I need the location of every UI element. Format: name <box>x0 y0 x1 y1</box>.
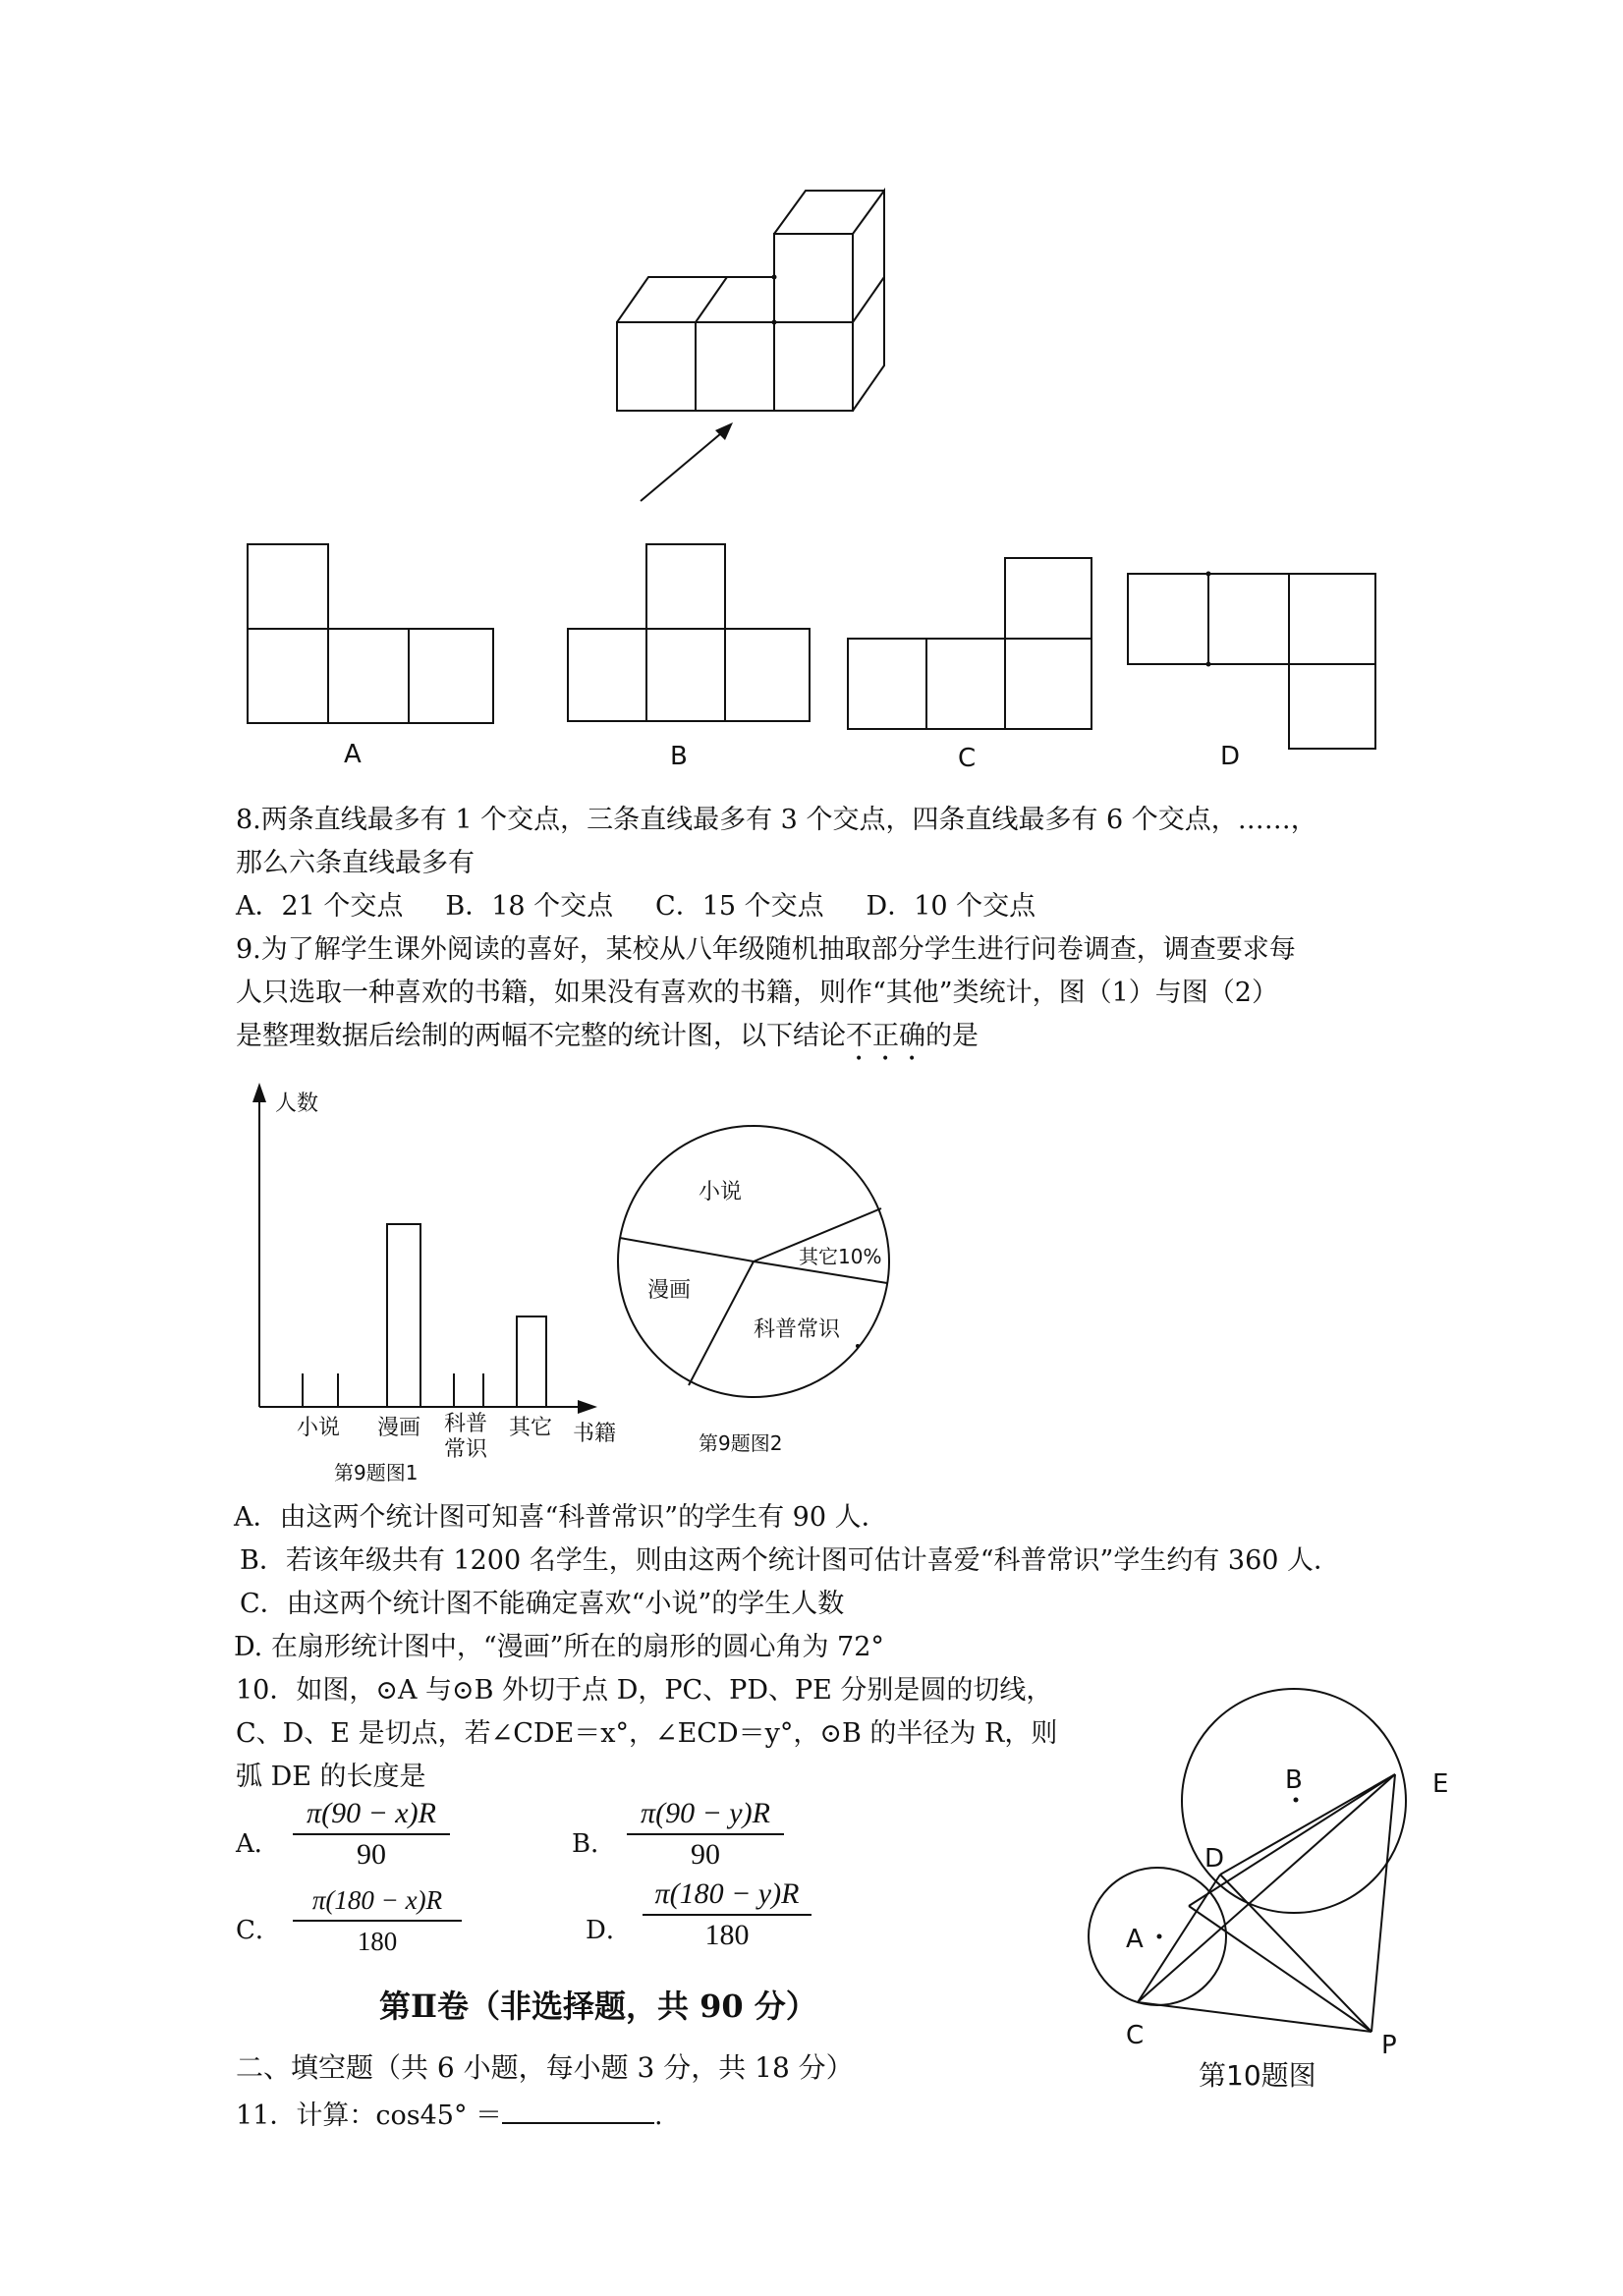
q10-option-a-fraction <box>293 1794 450 1875</box>
bar-cat-qita: 其它 <box>509 1416 553 1440</box>
q10-option-b-denominator: 90 <box>691 1838 720 1871</box>
pie-label-manhua: 漫画 <box>647 1278 692 1303</box>
q9-stem-line2: 人只选取一种喜欢的书籍，如果没有喜欢的书籍，则作“其他”类统计，图（1）与图（2） <box>236 978 1278 1008</box>
q9-option-c: C．由这两个统计图不能确定喜欢“小说”的学生人数 <box>240 1589 845 1619</box>
q7-label-b: B <box>670 742 688 771</box>
q7-option-b-figure <box>560 531 835 786</box>
q10-option-c-fraction <box>293 1880 462 1961</box>
q9-stem-line1: 9.为了解学生课外阅读的喜好，某校从八年级随机抽取部分学生进行问卷调查，调查要求每 <box>236 934 1296 965</box>
pie-chart-caption: 第9题图2 <box>699 1431 783 1455</box>
q11-line <box>236 2097 663 2133</box>
q10-option-b-fraction <box>627 1794 784 1875</box>
point-e-label: E <box>1432 1769 1449 1799</box>
bar-manhua <box>387 1224 420 1407</box>
q8-stem-line1: 8.两条直线最多有 1 个交点，三条直线最多有 3 个交点，四条直线最多有 6 个交点，……， <box>236 805 1317 835</box>
q9-stem3-pre: 是整理数据后绘制的两幅不完整的统计图，以下结论 <box>236 1021 846 1051</box>
q9-option-a: A．由这两个统计图可知喜“科普常识”的学生有 90 人． <box>234 1502 888 1533</box>
q11-answer-blank[interactable] <box>502 2097 654 2124</box>
q9-stem3-emphasis: 不正确 <box>846 1021 925 1051</box>
q9-pie-chart <box>604 1100 919 1464</box>
bar-cat-kepu-line1: 科普 <box>444 1412 488 1436</box>
q10-option-c-letter: C． <box>236 1916 281 1945</box>
q10-option-c-numerator: π(180 − x)R <box>293 1880 462 1922</box>
q10-option-a-numerator: π(90 − x)R <box>293 1794 450 1835</box>
bar-cat-manhua: 漫画 <box>377 1416 421 1440</box>
q11-text: 11．计算：cos45° ＝ <box>236 2100 503 2131</box>
pie-label-kepu: 科普常识 <box>754 1317 841 1342</box>
q7-option-c-figure <box>840 550 1115 786</box>
bar-qita <box>517 1316 546 1407</box>
q7-label-c: C <box>958 744 977 773</box>
part2-section-heading: 二、填空题（共 6 小题，每小题 3 分，共 18 分） <box>236 2051 854 2084</box>
q8-stem-line2: 那么六条直线最多有 <box>236 848 475 878</box>
q7-label-a: A <box>344 740 362 769</box>
q9-stem3-post: 的是 <box>925 1021 979 1051</box>
q11-period: . <box>654 2100 663 2131</box>
q9-bar-chart <box>236 1071 629 1493</box>
q8-options: A．21 个交点 B．18 个交点 C．15 个交点 D．10 个交点 <box>236 891 1036 922</box>
q10-option-a-letter: A． <box>236 1829 280 1859</box>
q7-solid-figure <box>589 177 923 511</box>
q9-stem-line3 <box>236 1020 979 1067</box>
q10-option-d-letter: D． <box>586 1916 632 1945</box>
point-b-label: B <box>1285 1765 1303 1795</box>
q7-option-a-figure <box>236 531 511 786</box>
q10-circles-figure <box>1071 1660 1483 2112</box>
q10-option-b-numerator: π(90 − y)R <box>627 1794 784 1835</box>
q10-figure-caption: 第10题图 <box>1199 2059 1316 2092</box>
bar-cat-kepu-line2: 常识 <box>444 1437 488 1462</box>
part2-title: 第Ⅱ卷（非选择题，共 90 分） <box>379 1988 817 2025</box>
q10-option-b-letter: B． <box>572 1829 617 1859</box>
bar-chart-caption: 第9题图1 <box>334 1461 419 1484</box>
point-d-label: D <box>1204 1844 1225 1874</box>
point-p-label: P <box>1381 2031 1397 2060</box>
pie-label-qita: 其它10% <box>799 1245 882 1268</box>
q10-option-d-fraction <box>643 1875 812 1955</box>
bar-chart-ylabel: 人数 <box>275 1092 319 1116</box>
q7-option-d-figure <box>1120 560 1395 786</box>
q10-option-c-denominator: 180 <box>357 1927 398 1956</box>
bar-chart-xlabel: 书籍 <box>573 1422 617 1446</box>
q10-option-d-denominator: 180 <box>704 1919 750 1951</box>
pie-label-xiaoshuo: 小说 <box>699 1180 743 1204</box>
point-c-label: C <box>1126 2021 1145 2050</box>
q10-option-d-numerator: π(180 − y)R <box>643 1875 812 1916</box>
q9-option-d: D. 在扇形统计图中，“漫画”所在的扇形的圆心角为 72° <box>234 1632 884 1662</box>
bar-cat-xiaoshuo: 小说 <box>297 1416 341 1440</box>
q10-stem-line1: 10．如图，⊙A 与⊙B 外切于点 D，PC、PD、PE 分别是圆的切线， <box>236 1675 1053 1706</box>
q9-option-b: B．若该年级共有 1200 名学生，则由这两个统计图可估计喜爱“科普常识”学生约有 360 人． <box>240 1545 1341 1576</box>
q10-stem-line3: 弧 DE 的长度是 <box>236 1762 426 1792</box>
q10-option-a-denominator: 90 <box>357 1838 386 1871</box>
q10-stem-line2: C、D、E 是切点，若∠CDE＝x°，∠ECD＝y°，⊙B 的半径为 R，则 <box>236 1718 1058 1749</box>
point-a-label: A <box>1126 1925 1144 1954</box>
q7-label-d: D <box>1220 742 1241 771</box>
